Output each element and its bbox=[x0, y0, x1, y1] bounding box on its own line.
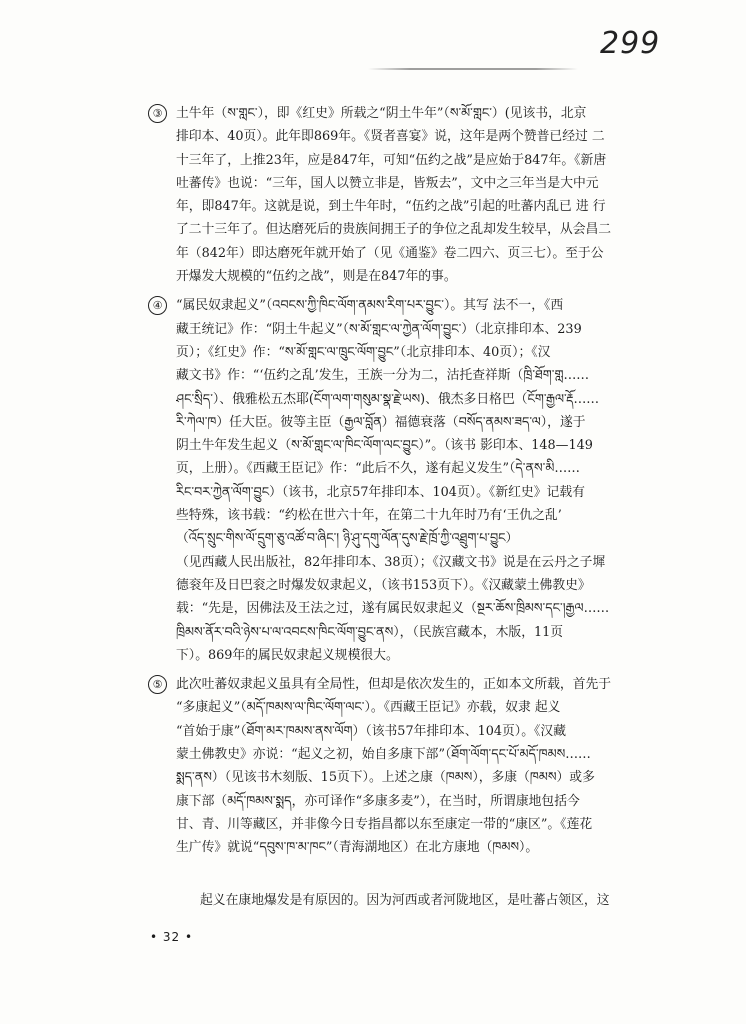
handwritten-page-number: 299 bbox=[600, 26, 661, 61]
text-line: ཤང་སྲིད་）、俄雅松五杰耶(ངོག་ལག་གསུམ་སྣ་རྗེ་ཡས)、俄杰多日格巴（ངོག་རྒྱལ་རྡོ…… bbox=[176, 391, 600, 407]
text-line: རི་ཀེལ་ཁ）任大臣。彼等主臣（རྒྱལ་བློན）福德衰落（བསོད་ནམས་ཟད་ལ），遂于 bbox=[176, 414, 586, 430]
text-line: 开爆发大规模的“伍约之战”，则是在847年的事。 bbox=[176, 269, 457, 285]
footnotes bbox=[148, 102, 668, 866]
footnote-5 bbox=[148, 673, 668, 859]
footnote-4 bbox=[148, 294, 668, 667]
text-line: 藏王统记》作：“阴土牛起义”（ས་མོ་གླང་ལ་ཀྱེན་ལོག་བྱུང་）（北京排印本、239 bbox=[176, 321, 582, 337]
text-line: རིང་བར་ཀྱེན་ལོག་བྱུང）（该书，北京57年排印本、104页）。《新红史》记载有 bbox=[176, 484, 585, 500]
text-line: 蒙土佛教史》亦说：“起义之初，始自多康下部”（ཐོག་ལོག་དང་པོ་མདོ་ཁམས…… bbox=[176, 747, 591, 763]
text-line: 页，上册）。《西藏王臣记》作：“此后不久，遂有起义发生”（དེ་ནས་མི…… bbox=[176, 461, 580, 477]
footnote-marker: ⑤ bbox=[148, 675, 167, 694]
text-line: “首始于康”（ཐོག་མར་ཁམས་ནས་ལོག）（该书57年排印本、104页）。《汉藏 bbox=[176, 723, 566, 739]
footnote-marker: ③ bbox=[148, 104, 167, 123]
footnote-marker: ④ bbox=[148, 296, 167, 315]
text-line: 阴土牛年发生起义（ས་མོ་གླང་ལ་ཁིང་ལོག་ལང་བྱུང）”。（该书 影印本、148—149 bbox=[176, 438, 593, 454]
text-line: “多康起义”（མདོ་ཁམས་ལ་ཁིང་ལོག་ལང་）。《西藏王臣记》亦载，奴隶 起义 bbox=[176, 700, 561, 716]
page-number: • 32 • bbox=[150, 930, 194, 944]
text-line: 德衮年及日巴衮之时爆发奴隶起义，（该书153页下）。《汉藏蒙土佛教史》 bbox=[176, 577, 591, 593]
text-line: 吐蕃传》也说：“三年，国人以赞立非是，皆叛去”，文中之三年当是大中元 bbox=[176, 175, 599, 191]
text-line: （见西藏人民出版社，82年排印本、38页）；《汉藏文书》说是在云丹之子墀 bbox=[176, 554, 606, 570]
footnote-3 bbox=[148, 102, 668, 288]
text-line: 年（842年）即达磨死年就开始了（见《通鉴》卷二四六、页三七）。至于公 bbox=[176, 245, 604, 261]
scan-artifact-line bbox=[368, 68, 578, 70]
text-line: ཁྲིམས་ནོར་བའི་ཉེས་པ་ལ་འབངས་ཁིང་ལོག་བྱུང་ནས），（民族宫藏本，木版，11页 bbox=[176, 624, 564, 640]
text-line: 下）。869年的属民奴隶起义规模很大。 bbox=[176, 647, 399, 663]
text-line: 藏文书》作：“‘伍约之乱’发生，王族一分为二，沽托查祥斯（ཁྲི་ཐོག་གླ…… bbox=[176, 368, 590, 384]
text-line: 年，即847年。这就是说，到土牛年时，“伍约之战”引起的吐蕃内乱已 进 行 bbox=[176, 199, 606, 215]
text-line: སྨད་ནས）（见该书木刻版、15页下）。上述之康（ཁམས），多康（ཁམས）或多 bbox=[176, 770, 595, 786]
text-line: 排印本、40页）。此年即869年。《贤者喜宴》说，这年是两个赞普已经过 二 bbox=[176, 129, 605, 145]
text-line: 了二十三年了。但达磨死后的贵族间拥王子的争位之乱却发生较早，从会昌二 bbox=[176, 222, 612, 238]
text-line: 十三年了，上推23年，应是847年，可知“伍约之战”是应始于847年。《新唐 bbox=[176, 152, 607, 168]
text-line: 甘、青、川等藏区，并非像今日专指昌都以东至康定一带的“康区”。《莲花 bbox=[176, 816, 593, 832]
text-line: 页）；《红史》作：“ས་མོ་གླང་ལ་ཁྲུང་ལོག་བྱུང”（北京排印本、40页）；《汉 bbox=[176, 344, 551, 360]
text-line: 生广传》就说“དབུས་ཁ་མ་ཁང”（青海湖地区）在北方康地（ཁམས）。 bbox=[176, 840, 539, 856]
text-line: 此次吐蕃奴隶起义虽具有全局性，但却是依次发生的，正如本文所载，首先于 bbox=[176, 677, 612, 693]
text-line: 载：“先是，因佛法及王法之过，遂有属民奴隶起义（སྔར་ཆོས་ཁྲིམས་དང་།རྒྱལ…… bbox=[176, 601, 610, 617]
text-line: 些特殊，该书载：“约松在世六十年，在第二十九年时乃有‘王仇之乱’ bbox=[176, 508, 562, 524]
text-line: “属民奴隶起义”（འབངས་ཀྱི་ཁིང་ལོག་ནམས་རིག་པར་བྱུང་）。其写 法不一，《西 bbox=[176, 298, 564, 314]
text-line: 康下部（མདོ་ཁམས་སྨད，亦可译作“多康多麦”），在当时，所谓康地包括今 bbox=[176, 793, 580, 809]
text-line: 土牛年（ས་གླང་），即《红史》所载之“阴土牛年”（ས་མོ་གླང་）(见该书，北京 bbox=[176, 106, 587, 121]
text-line: （འོད་སྲུང་གིས་ལོ་དྲུག་ཅུ་འཚོ་བ་ཞིང་། ཉི་ཤུ་དགུ་ལོན་དུས་རྗེ་ཁྲོ་ཀྱི་འཐྲུག་པ་བྱུང） bbox=[176, 531, 519, 547]
body-paragraph-start: 起义在康地爆发是有原因的。因为河西或者河陇地区，是吐蕃占领区，这 bbox=[200, 893, 610, 908]
